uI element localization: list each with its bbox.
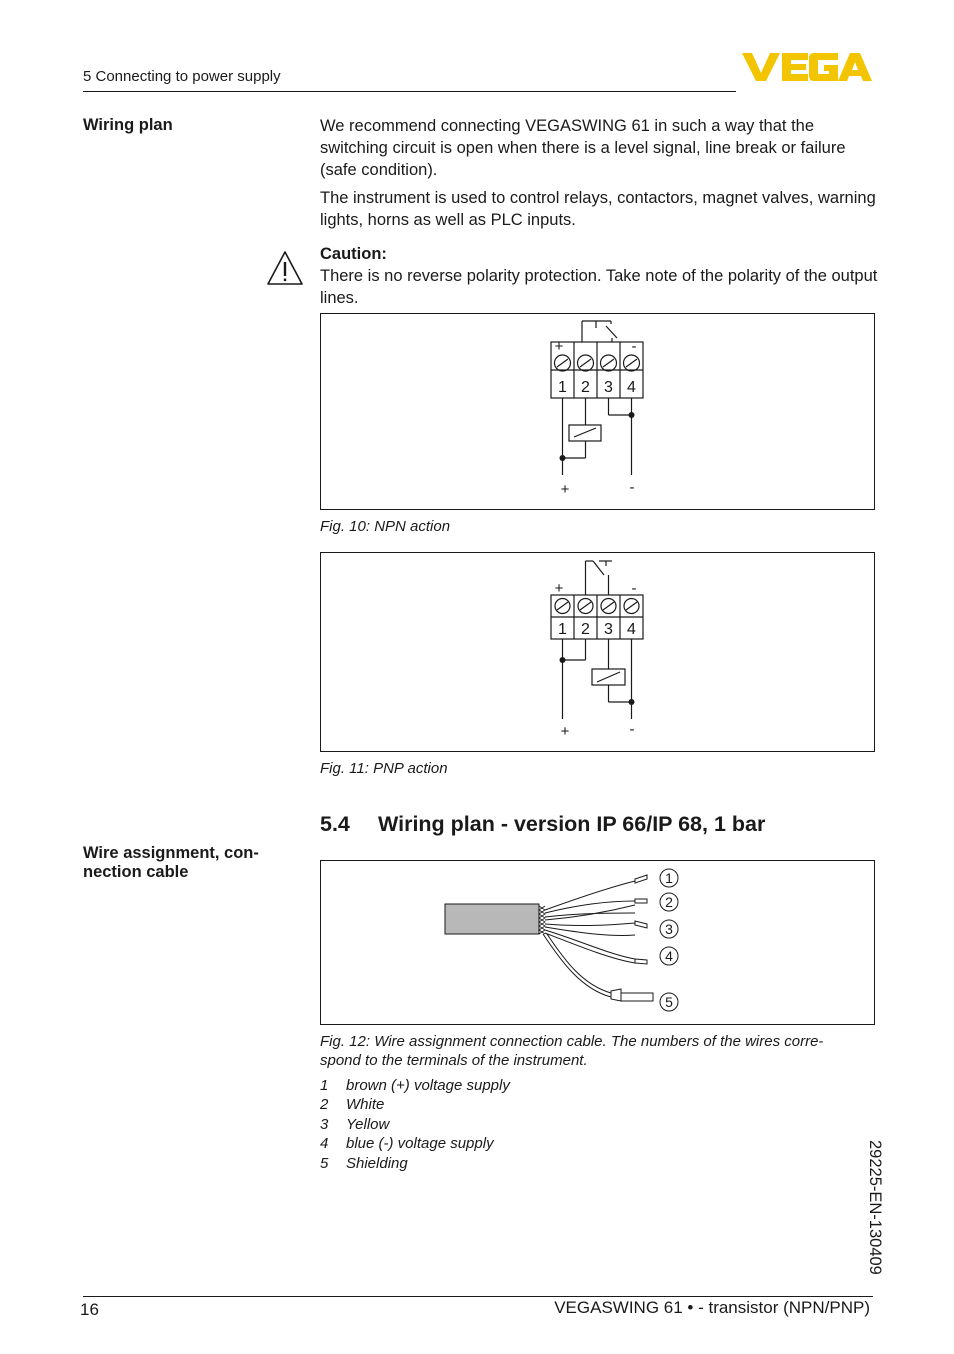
- fig10-terminal-1: 1: [558, 379, 567, 396]
- fig12-caption: [320, 1032, 880, 1070]
- fig11-top-minus: -: [631, 580, 637, 597]
- wiring-plan-paragraph-1: We recommend connecting VEGASWING 61 in such a way that the switching circuit is open when there is a level signal, line break or failure (safe condition).: [320, 117, 846, 179]
- legend-item: 2 White: [320, 1096, 385, 1114]
- fig11-bottom-plus: +: [560, 723, 570, 740]
- wiring-plan-intro: [320, 115, 880, 231]
- fig10-terminal-4: 4: [627, 379, 636, 396]
- fig12-callout-4: 4: [665, 948, 673, 964]
- fig10-terminal-2: 2: [581, 379, 590, 396]
- section-5-4-title: [320, 812, 765, 837]
- wire-assignment-heading-line2: nection cable: [83, 863, 189, 881]
- fig12-cable-diagram: [320, 860, 875, 1025]
- legend-item: 1 brown (+) voltage supply: [320, 1077, 510, 1094]
- fig12-legend: [320, 1076, 510, 1173]
- fig11-terminal-3: 3: [604, 621, 613, 638]
- vega-logo: [742, 50, 872, 84]
- header-section-title: 5 Connecting to power supply: [83, 68, 281, 85]
- legend-item: 3 Yellow: [320, 1115, 390, 1133]
- caution-title: Caution:: [320, 245, 387, 263]
- fig12-callout-1: 1: [665, 870, 673, 886]
- header-rule: [83, 91, 736, 92]
- fig11-terminal-1: 1: [558, 621, 567, 638]
- footer-rule: [83, 1296, 873, 1297]
- fig11-terminal-4: 4: [627, 621, 636, 638]
- fig12-caption-line1: Fig. 12: Wire assignment connection cable. The numbers of the wires corre-: [320, 1033, 824, 1050]
- wiring-plan-paragraph-2: The instrument is used to control relays, contactors, magnet valves, warning lights, horns as well as PLC inputs.: [320, 189, 876, 229]
- legend-item: 4 blue (-) voltage supply: [320, 1135, 494, 1153]
- fig10-terminal-3: 3: [604, 379, 613, 396]
- fig10-top-plus: +: [554, 338, 564, 355]
- wire-assignment-heading-line1: Wire assignment, con-: [83, 844, 259, 862]
- fig10-bottom-plus: +: [560, 481, 570, 498]
- fig12-caption-line2: spond to the terminals of the instrument.: [320, 1052, 588, 1069]
- fig11-caption: Fig. 11: PNP action: [320, 760, 448, 777]
- section-number: 5.4: [320, 812, 350, 836]
- fig12-callout-5: 5: [665, 994, 673, 1010]
- footer-product-title: VEGASWING 61 • - transistor (NPN/PNP): [554, 1298, 870, 1317]
- fig10-bottom-minus: -: [629, 479, 635, 496]
- fig11-bottom-minus: -: [629, 721, 635, 738]
- warning-triangle-icon: [266, 250, 304, 286]
- fig11-terminal-2: 2: [581, 621, 590, 638]
- fig11-pnp-diagram: [320, 552, 875, 752]
- section-heading: Wiring plan - version IP 66/IP 68, 1 bar: [378, 812, 766, 836]
- page-number: 16: [80, 1300, 99, 1319]
- wire-assignment-heading: [83, 844, 259, 882]
- fig12-callout-2: 2: [665, 894, 673, 910]
- legend-item: 5 Shielding: [320, 1154, 408, 1172]
- fig12-callout-3: 3: [665, 921, 673, 937]
- caution-block: [320, 243, 880, 309]
- wiring-plan-heading: Wiring plan: [83, 116, 173, 134]
- caution-text: There is no reverse polarity protection. Take note of the polarity of the output lines.: [320, 267, 878, 307]
- document-id: 29225-EN-130409: [866, 1140, 884, 1275]
- fig11-top-plus: +: [554, 580, 564, 597]
- fig10-top-minus: -: [631, 338, 637, 355]
- fig10-npn-diagram: [320, 313, 875, 510]
- fig10-caption: Fig. 10: NPN action: [320, 518, 451, 535]
